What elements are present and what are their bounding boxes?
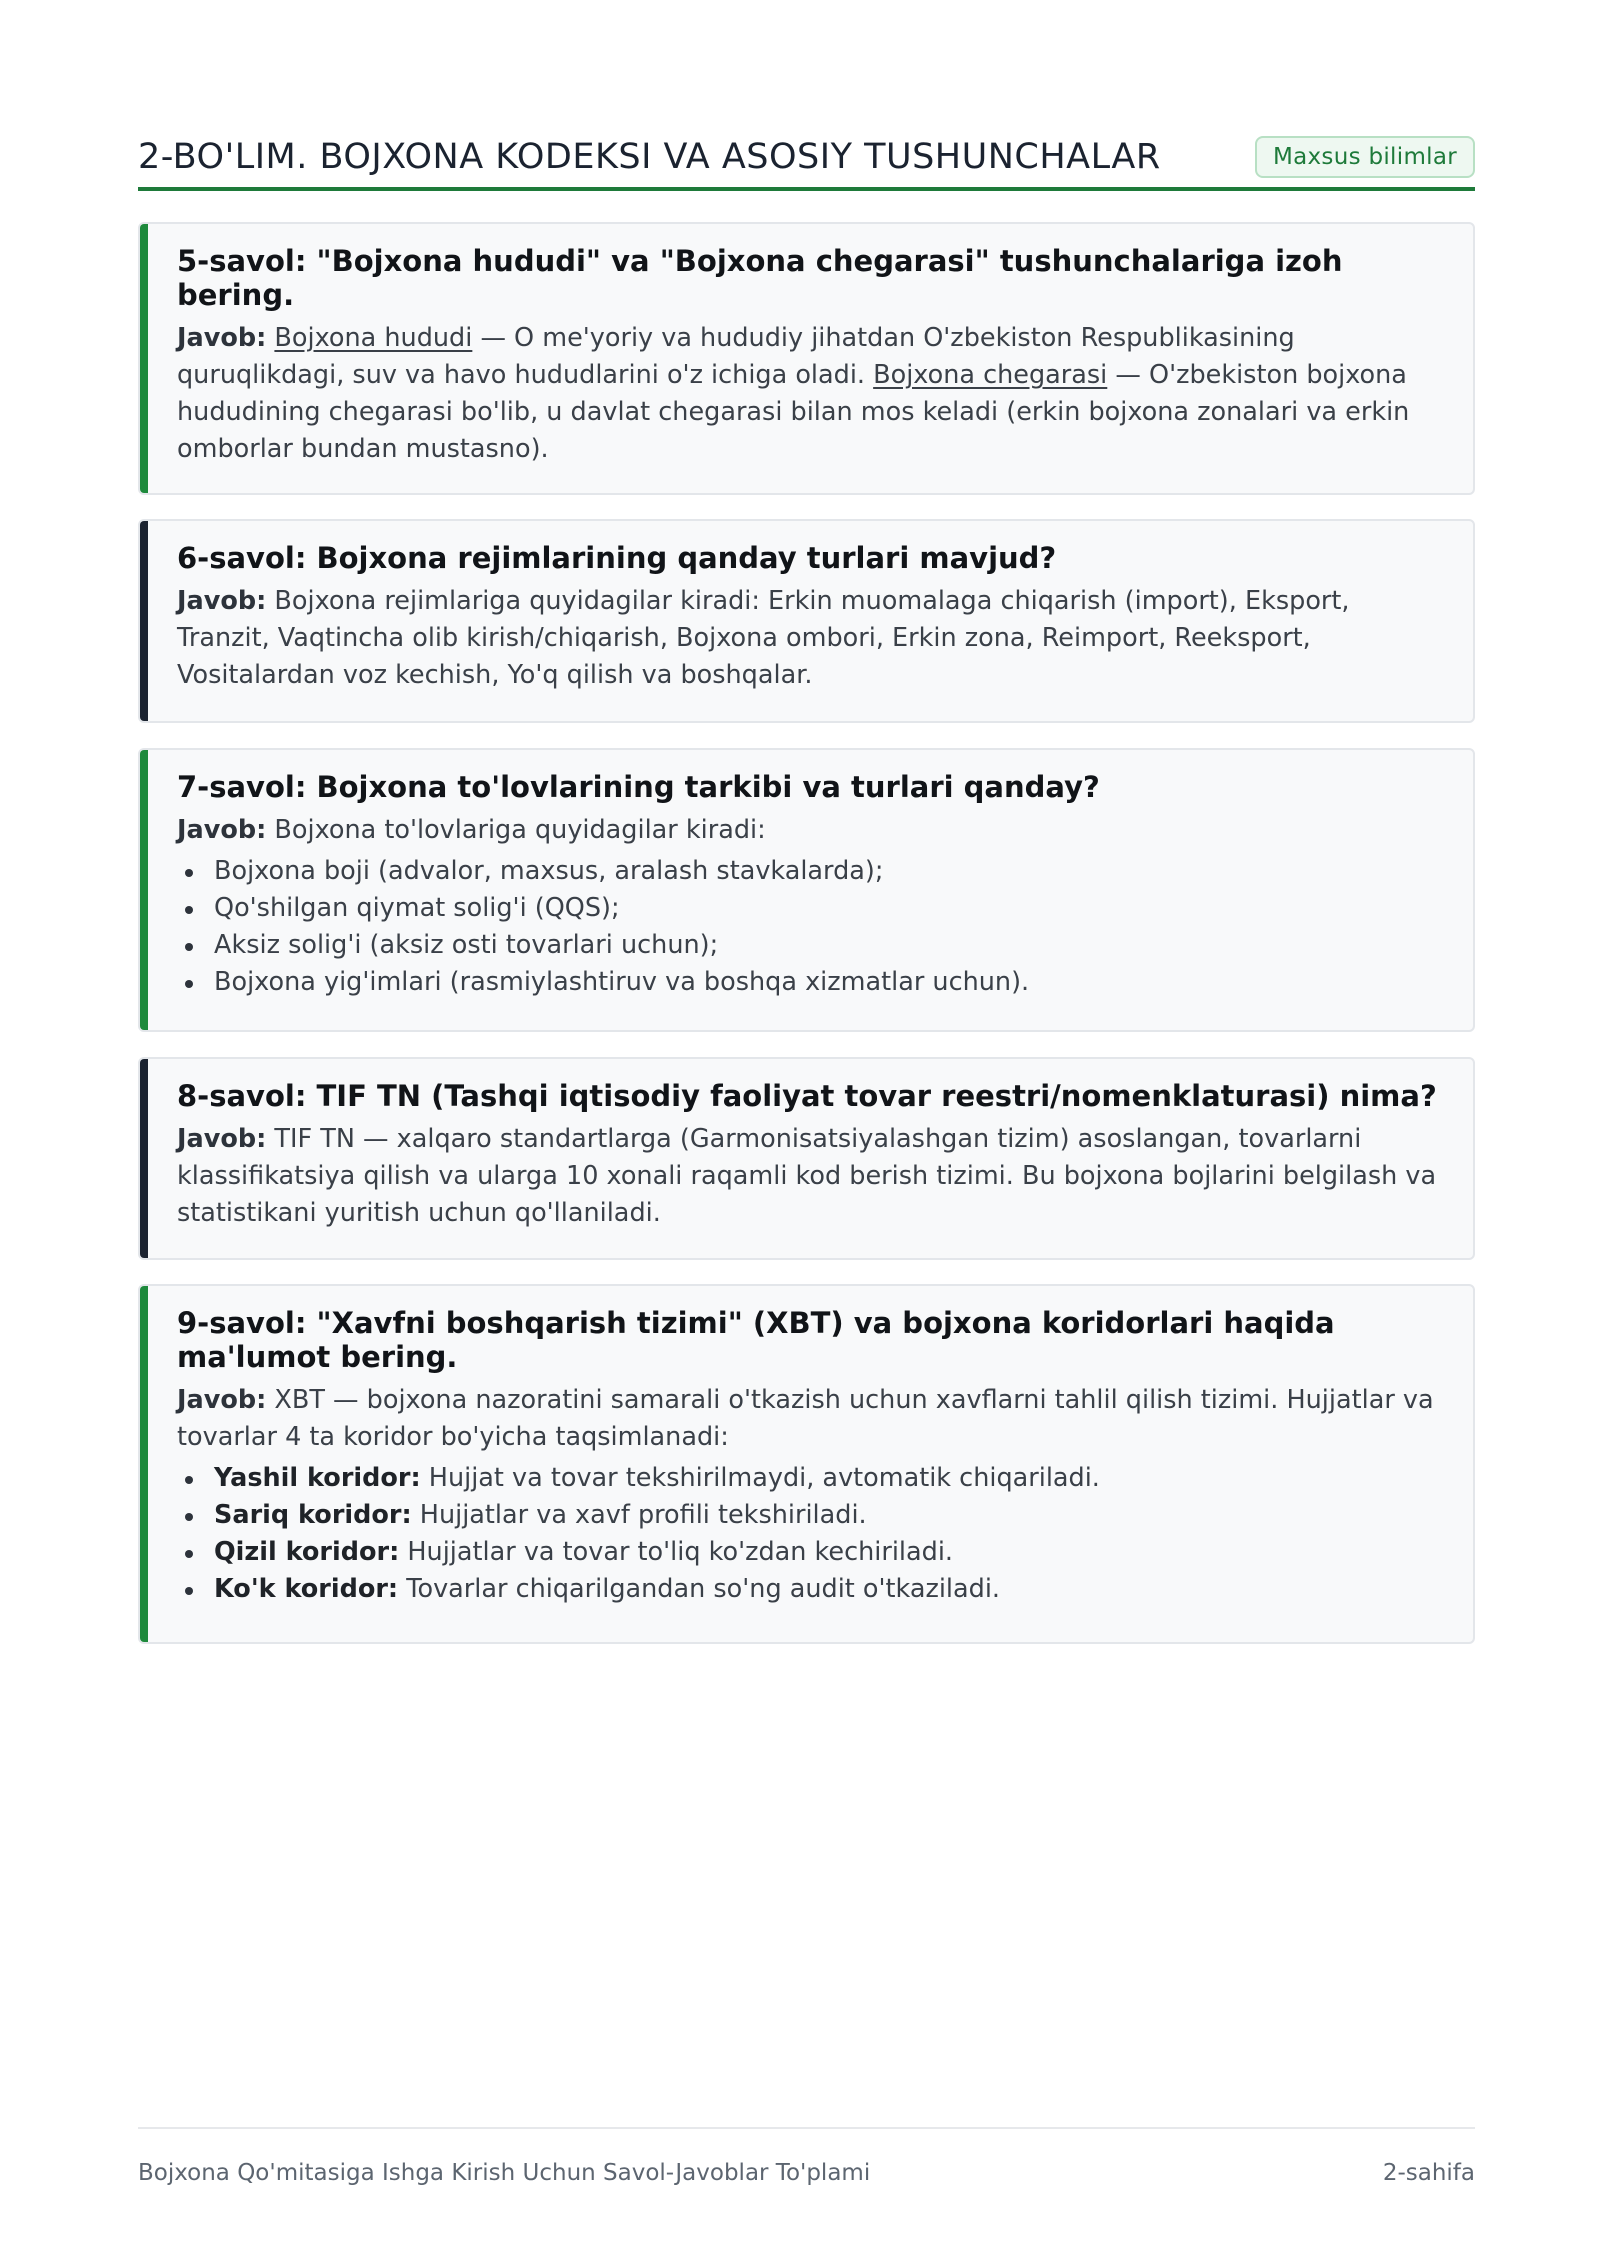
term-bojxona-chegarasi: Bojxona chegarasi (873, 360, 1108, 390)
list-item: Qo'shilgan qiymat solig'i (QQS); (177, 890, 1443, 927)
list-item-blue-corridor (177, 1571, 1443, 1608)
question-card-7 (138, 748, 1475, 1032)
corridor-label: Sariq koridor: (214, 1500, 412, 1530)
footer-divider (138, 2127, 1475, 2129)
answer-text (177, 320, 1443, 468)
corridor-text: Hujjatlar va tovar to'liq ko'zdan kechiriladi. (399, 1537, 954, 1567)
section-badge: Maxsus bilimlar (1255, 136, 1475, 178)
answer-segment: — O'zbekiston bojxona hududining chegarasi bo'lib, u davlat chegarasi bilan mos keladi (erkin bojxona zonalari va erkin omborlar bundan mustasno). (177, 360, 1410, 464)
header-divider (138, 187, 1475, 191)
corridor-label: Yashil koridor: (214, 1463, 421, 1493)
question-title: 7-savol: Bojxona to'lovlarining tarkibi va turlari qanday? (177, 770, 1100, 804)
list-item-green-corridor (177, 1460, 1443, 1497)
answer-body: TIF TN — xalqaro standartlarga (Garmonisatsiyalashgan tizim) asoslangan, tovarlarni klassifikatsiya qilish va ularga 10 xonali raqamli kod berish tizimi. Bu bojxona bojlarini belgilash va statistikani yuritish uchun qo'llaniladi. (177, 1124, 1437, 1228)
term-bojxona-hududi: Bojxona hududi (274, 323, 473, 353)
question-card-9 (138, 1284, 1475, 1644)
question-title: 8-savol: TIF TN (Tashqi iqtisodiy faoliyat tovar reestri/nomenklaturasi) nima? (177, 1079, 1437, 1113)
payment-types-list (177, 853, 1443, 1001)
answer-body: Bojxona rejimlariga quyidagilar kiradi: Erkin muomalaga chiqarish (import), Eksport, Tranzit, Vaqtincha olib kirish/chiqarish, Bojxona ombori, Erkin zona, Reimport, Reeksport, Vositalardan voz kechish, Yo'q qilish va boshqalar. (177, 586, 1350, 690)
answer-label: Javob: (177, 586, 267, 616)
question-title: 5-savol: "Bojxona hududi" va "Bojxona chegarasi" tushunchalariga izoh bering. (177, 244, 1343, 312)
question-card-5 (138, 222, 1475, 495)
answer-label: Javob: (177, 815, 267, 845)
question-title: 6-savol: Bojxona rejimlarining qanday turlari mavjud? (177, 541, 1057, 575)
answer-text (177, 1121, 1443, 1232)
question-card-8 (138, 1057, 1475, 1260)
list-item: Bojxona yig'imlari (rasmiylashtiruv va boshqa xizmatlar uchun). (177, 964, 1443, 1001)
page-number: 2-sahifa (1382, 2160, 1475, 2186)
section-title: 2-BO'LIM. BOJXONA KODEKSI VA ASOSIY TUSHUNCHALAR (138, 137, 1161, 177)
list-item-red-corridor (177, 1534, 1443, 1571)
question-card-6 (138, 519, 1475, 723)
answer-segment: — O me'yoriy va hududiy jihatdan O'zbekiston Respublikasining quruqlikdagi, suv va havo hududlarini o'z ichiga oladi. (177, 323, 1295, 390)
answer-label: Javob: (177, 1385, 267, 1415)
corridor-list (177, 1460, 1443, 1608)
answer-body: Bojxona to'lovlariga quyidagilar kiradi: (274, 815, 766, 845)
answer-label: Javob: (177, 323, 267, 353)
answer-text (177, 1382, 1443, 1456)
corridor-label: Ko'k koridor: (214, 1574, 399, 1604)
corridor-text: Hujjat va tovar tekshirilmaydi, avtomatik chiqariladi. (420, 1463, 1100, 1493)
corridor-text: Tovarlar chiqarilgandan so'ng audit o'tkaziladi. (398, 1574, 1001, 1604)
answer-body: XBT — bojxona nazoratini samarali o'tkazish uchun xavflarni tahlil qilish tizimi. Hujjatlar va tovarlar 4 ta koridor bo'yicha taqsimlanadi: (177, 1385, 1434, 1452)
corridor-text: Hujjatlar va xavf profili tekshiriladi. (411, 1500, 867, 1530)
list-item: Aksiz solig'i (aksiz osti tovarlari uchun); (177, 927, 1443, 964)
list-item-yellow-corridor (177, 1497, 1443, 1534)
answer-text (177, 812, 1443, 849)
section-header (138, 136, 1475, 178)
page-footer (138, 2160, 1475, 2186)
list-item: Bojxona boji (advalor, maxsus, aralash stavkalarda); (177, 853, 1443, 890)
question-title: 9-savol: "Xavfni boshqarish tizimi" (XBT) va bojxona koridorlari haqida ma'lumot bering. (177, 1306, 1335, 1374)
footer-title: Bojxona Qo'mitasiga Ishga Kirish Uchun Savol-Javoblar To'plami (138, 2160, 871, 2186)
answer-label: Javob: (177, 1124, 267, 1154)
corridor-label: Qizil koridor: (214, 1537, 400, 1567)
answer-text (177, 583, 1443, 694)
